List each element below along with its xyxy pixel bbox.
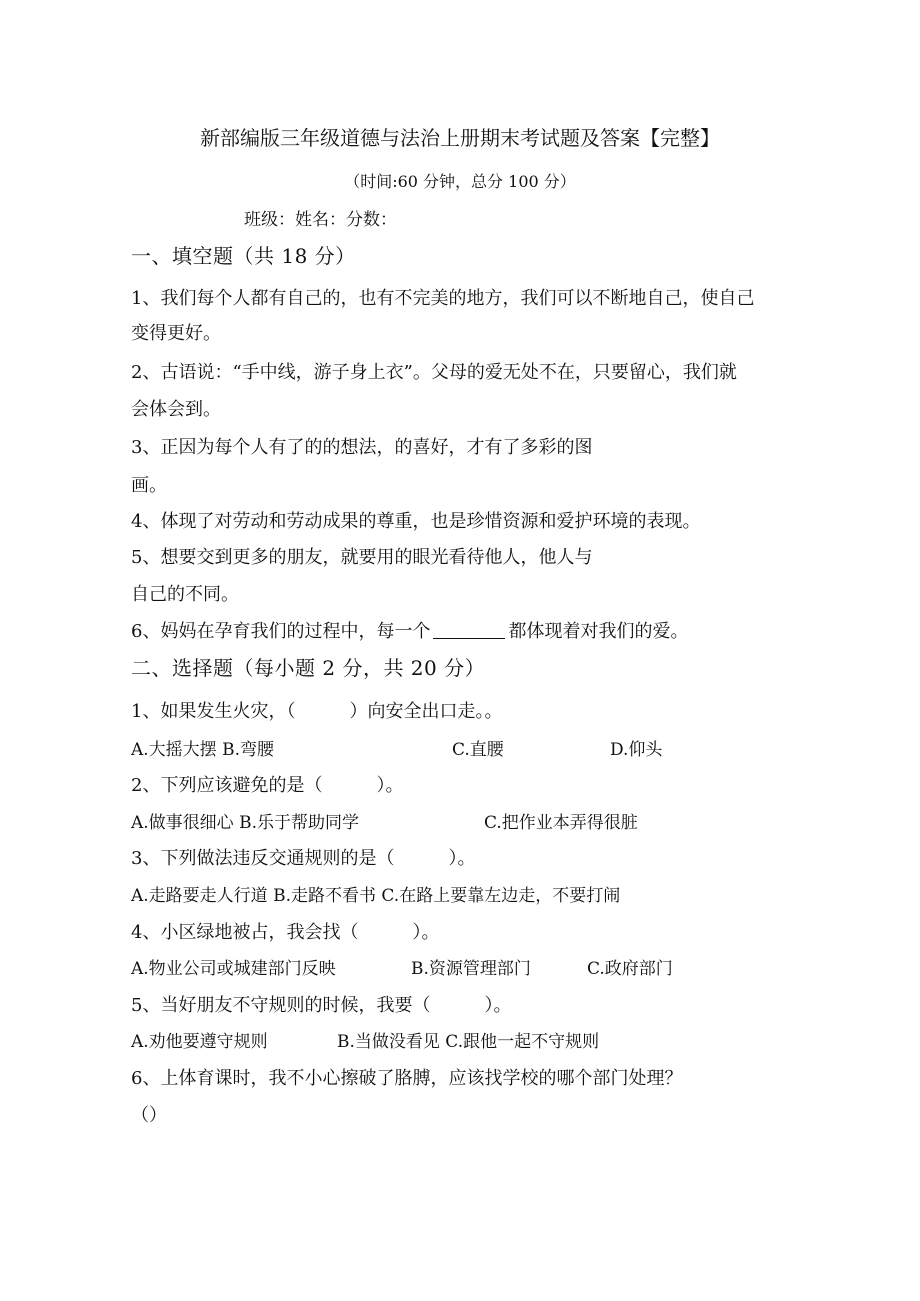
- question-1-6-text-after: 都体现着对我们的爱。: [508, 621, 689, 642]
- question-1-6-text-before: 6、妈妈在孕育我们的过程中，每一个: [131, 621, 431, 642]
- question-2-2-option-ab: A.做事很细心 B.乐于帮助同学: [131, 813, 359, 833]
- question-2-6-line-2: （）: [131, 1105, 167, 1126]
- section-2-heading: 二、选择题（每小题 2 分，共 20 分）: [131, 656, 486, 680]
- question-2-1-option-c: C.直腰: [452, 740, 504, 760]
- answer-blank: [433, 620, 505, 639]
- question-2-1-option-d: D.仰头: [610, 740, 663, 760]
- question-2-5-option-a: A.劝他要遵守规则: [131, 1032, 268, 1052]
- exam-time-info: （时间:60 分钟，总分 100 分）: [344, 172, 576, 191]
- question-2-1-option-ab: A.大摇大摆 B.弯腰: [131, 740, 274, 760]
- question-1-6: [131, 620, 688, 644]
- question-2-4-option-b: B.资源管理部门: [411, 959, 531, 979]
- question-1-2-line-1: 2、古语说：“手中线，游子身上衣”。父母的爱无处不在，只要留心，我们就: [131, 362, 737, 383]
- question-2-4-option-a: A.物业公司或城建部门反映: [131, 959, 336, 979]
- question-2-6-line-1: 6、上体育课时，我不小心擦破了胳膊，应该找学校的哪个部门处理？: [131, 1068, 683, 1089]
- question-2-5: 5、当好朋友不守规则的时候，我要（ ）。: [131, 995, 512, 1016]
- question-1-1-line-2: 变得更好。: [131, 323, 221, 344]
- question-2-1: 1、如果发生火灾，（ ）向安全出口走。。: [131, 701, 503, 722]
- question-1-4: 4、体现了对劳动和劳动成果的尊重，也是珍惜资源和爱护环境的表现。: [131, 511, 701, 532]
- question-2-5-option-bc: B.当做没看见 C.跟他一起不守规则: [337, 1032, 600, 1052]
- section-1-heading: 一、填空题（共 18 分）: [131, 244, 356, 268]
- question-1-3-line-1: 3、正因为每个人有了的的想法，的喜好，才有了多彩的图: [131, 437, 593, 458]
- question-2-3-options: A.走路要走人行道 B.走路不看书 C.在路上要靠左边走，不要打闹: [131, 886, 621, 906]
- question-2-4-option-c: C.政府部门: [587, 959, 673, 979]
- page-title: 新部编版三年级道德与法治上册期末考试题及答案【完整】: [200, 126, 720, 150]
- question-2-2-option-c: C.把作业本弄得很脏: [484, 813, 638, 833]
- question-1-5-line-2: 自己的不同。: [131, 584, 239, 605]
- student-info-line: 班级：姓名：分数：: [244, 210, 397, 230]
- question-1-5-line-1: 5、想要交到更多的朋友，就要用的眼光看待他人，他人与: [131, 547, 593, 568]
- question-2-4: 4、小区绿地被占，我会找（ ）。: [131, 922, 440, 943]
- question-1-1-line-1: 1、我们每个人都有自己的，也有不完美的地方，我们可以不断地自己，使自己: [131, 288, 755, 309]
- question-2-3: 3、下列做法违反交通规则的是（ ）。: [131, 848, 476, 869]
- question-2-2: 2、下列应该避免的是（ ）。: [131, 775, 404, 796]
- question-1-2-line-2: 会体会到。: [131, 399, 221, 420]
- question-1-3-line-2: 画。: [131, 475, 167, 496]
